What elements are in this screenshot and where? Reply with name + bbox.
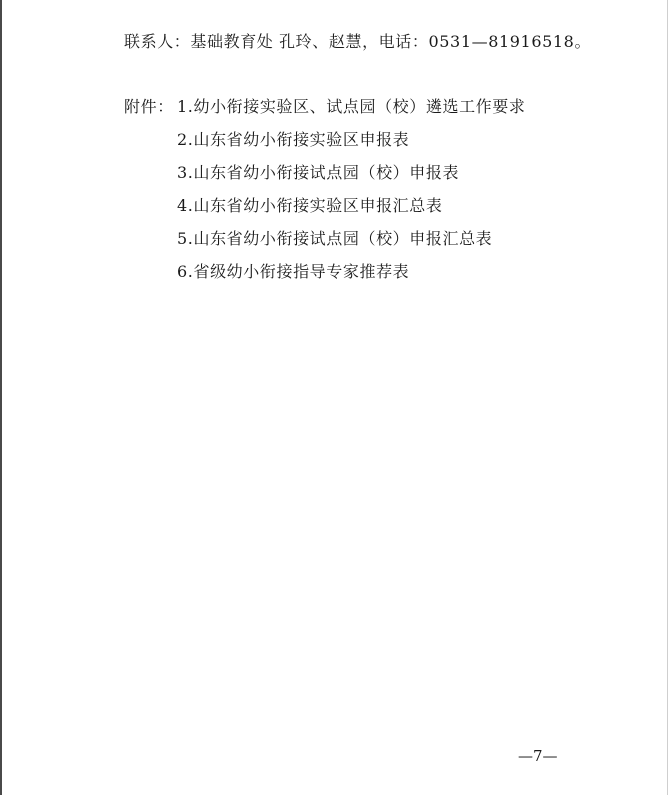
attachments-label: 附件： xyxy=(124,97,174,116)
attachment-item: 6.省级幼小衔接指导专家推荐表 xyxy=(177,262,410,281)
page-number: —7— xyxy=(518,747,558,765)
attachment-item: 1.幼小衔接实验区、试点园（校）遴选工作要求 xyxy=(177,97,526,116)
attachment-item: 2.山东省幼小衔接实验区申报表 xyxy=(177,130,410,149)
attachment-item: 3.山东省幼小衔接试点园（校）申报表 xyxy=(177,163,460,182)
attachment-item: 5.山东省幼小衔接试点园（校）申报汇总表 xyxy=(177,229,493,248)
attachments-list xyxy=(177,95,525,293)
contact-line: 联系人：基础教育处 孔玲、赵慧，电话：0531—81916518。 xyxy=(124,32,592,51)
attachment-item: 4.山东省幼小衔接实验区申报汇总表 xyxy=(177,196,443,215)
page-left-border xyxy=(0,0,2,795)
